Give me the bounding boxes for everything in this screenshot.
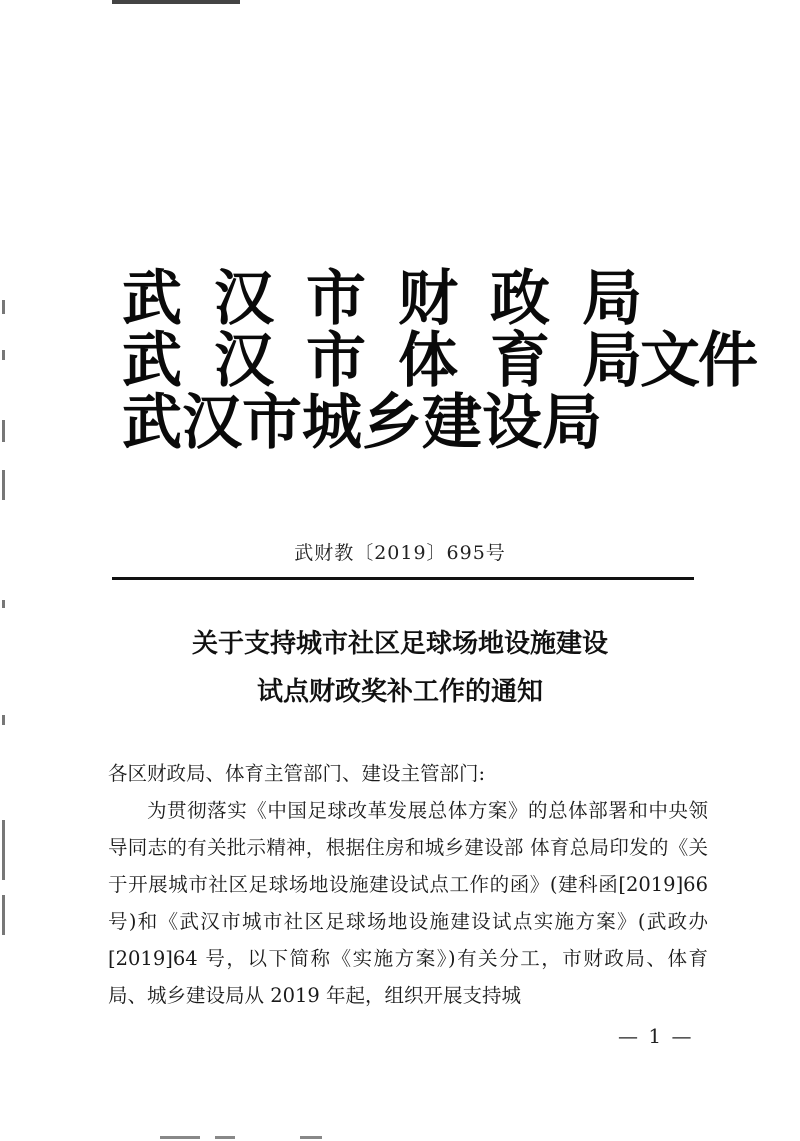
issuing-authorities: [122, 264, 756, 458]
issuer-char: 育: [490, 326, 550, 396]
document-title: [0, 620, 800, 716]
title-line-1: 关于支持城市社区足球场地设施建设: [191, 629, 608, 659]
issuer-char: 设: [482, 388, 542, 458]
document-body: [108, 755, 708, 1014]
issuer-char: 财: [398, 264, 458, 334]
issuer-char: 武: [122, 326, 182, 396]
header-divider: [112, 577, 694, 580]
issuer-urban-rural-construction-bureau: [122, 388, 756, 458]
issuer-char: 武: [122, 388, 182, 458]
scan-artifact-bottom: [0, 1131, 800, 1141]
scan-artifact-top: [112, 0, 240, 4]
issuer-char: 市: [242, 388, 302, 458]
issuer-finance-bureau: [122, 264, 756, 334]
issuer-char: 城: [302, 388, 362, 458]
issuer-char: 建: [422, 388, 482, 458]
issuer-char: 汉: [214, 264, 274, 334]
salutation: 各区财政局、体育主管部门、建设主管部门:: [108, 762, 486, 785]
issuer-sports-bureau: [122, 326, 756, 396]
page-number: — 1 —: [618, 1024, 694, 1048]
issuer-char: 局: [542, 388, 602, 458]
issuer-char: 汉: [182, 388, 242, 458]
document-number: 武财教〔2019〕695号: [294, 542, 506, 564]
issuer-char: 乡: [362, 388, 422, 458]
issuer-document-suffix: 局文件: [582, 326, 756, 396]
body-paragraph: 为贯彻落实《中国足球改革发展总体方案》的总体部署和中央领导同志的有关批示精神，根据住房和城乡建设部 体育总局印发的《关于开展城市社区足球场地设施建设试点工作的函》(建科函[2019]66 号)和《武汉市城市社区足球场地设施建设试点实施方案》(武政办[2019]64 号，以下简称《实施方案》)有关分工，市财政局、体育局、城乡建设局从 2019 年起，组织开展支持城: [108, 799, 708, 1007]
binding-edge-marks: [0, 0, 12, 1141]
issuer-char: 市: [306, 326, 366, 396]
issuer-char: 武: [122, 264, 182, 334]
issuer-char: 政: [490, 264, 550, 334]
issuer-char: 市: [306, 264, 366, 334]
issuer-char: 体: [398, 326, 458, 396]
title-line-2: 试点财政奖补工作的通知: [256, 677, 543, 707]
issuer-char: 局: [582, 264, 642, 334]
issuer-char: 汉: [214, 326, 274, 396]
